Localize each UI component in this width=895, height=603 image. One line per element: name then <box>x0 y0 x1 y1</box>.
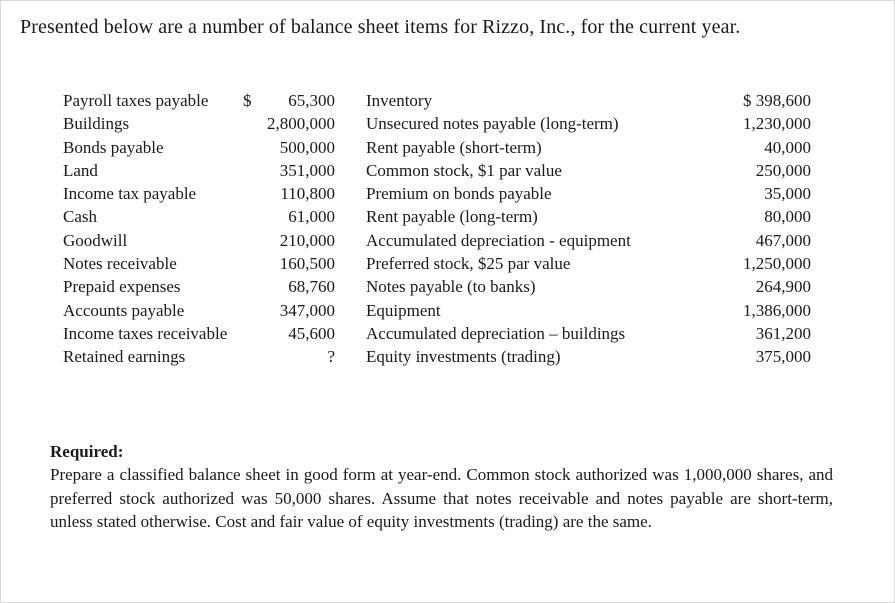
right-item-label: Notes payable (to banks) <box>366 277 536 297</box>
right-item-label: Unsecured notes payable (long-term) <box>366 114 619 134</box>
left-item-label: Accounts payable <box>63 300 185 320</box>
right-item-label: Premium on bonds payable <box>366 184 552 204</box>
right-item-label: Equity investments (trading) <box>366 347 561 367</box>
right-amounts-column <box>705 89 811 369</box>
right-item-amount-row <box>705 89 811 112</box>
left-item-label: Prepaid expenses <box>63 277 181 297</box>
left-labels-column <box>63 89 263 369</box>
right-item-amount: 40,000 <box>764 137 811 157</box>
left-item-amount: 110,800 <box>280 184 335 204</box>
left-item-label: Bonds payable <box>63 137 164 157</box>
right-item-amount: 35,000 <box>764 184 811 204</box>
left-item-label: Cash <box>63 207 97 227</box>
right-item-amount: 264,900 <box>755 277 811 297</box>
left-item-amount: 160,500 <box>279 254 335 274</box>
left-item-label: Buildings <box>63 114 130 134</box>
right-item-amount: 1,250,000 <box>743 254 811 274</box>
left-item-amount: 347,000 <box>279 300 335 320</box>
right-item-label: Inventory <box>366 91 433 110</box>
left-item-label: Retained earnings <box>63 347 186 367</box>
right-item-amount: 375,000 <box>755 347 811 367</box>
left-item-amount: ? <box>327 347 335 367</box>
left-item-amount: 65,300 <box>288 91 335 110</box>
right-item-amount: 80,000 <box>764 207 811 227</box>
intro-text: Presented below are a number of balance sheet items for Rizzo, Inc., for the current year. <box>20 16 741 38</box>
required-instructions: Prepare a classified balance sheet in good form at year-end. Common stock authorized was 1,000,000 shares, and preferred stock authorized was 50,000 shares. Assume that notes receivable and notes payable are short-term, unless stated otherwise. Cost and fair value of equity investments (trading) are the same. <box>50 465 833 531</box>
right-item-label: Rent payable (long-term) <box>366 207 538 227</box>
right-item-label: Preferred stock, $25 par value <box>366 254 571 274</box>
right-item-label: Accumulated depreciation - equipment <box>366 230 631 250</box>
right-item-amount: 467,000 <box>755 230 811 250</box>
left-item-amount: 68,760 <box>288 277 335 297</box>
currency-symbol: $ <box>743 91 752 110</box>
left-item-amount: 351,000 <box>279 160 335 180</box>
left-item-label: Income taxes receivable <box>63 323 228 343</box>
left-amounts-column <box>243 89 335 369</box>
required-heading: Required: <box>50 442 124 461</box>
right-item-label: Common stock, $1 par value <box>366 160 562 180</box>
right-item-amount: 1,230,000 <box>743 114 811 134</box>
right-item-amount: 398,600 <box>755 91 811 110</box>
left-item-label: Payroll taxes payable <box>63 91 209 110</box>
left-item-amount: 210,000 <box>279 230 335 250</box>
right-item-amount: 1,386,000 <box>743 300 811 320</box>
left-item-label: Land <box>63 160 98 180</box>
left-item-amount: 500,000 <box>279 137 335 157</box>
right-item-amount: 361,200 <box>755 323 811 343</box>
currency-symbol: $ <box>243 91 252 110</box>
left-item-label: Income tax payable <box>63 184 197 204</box>
required-section <box>50 440 833 533</box>
left-item-amount-row <box>243 89 335 112</box>
right-item-label: Rent payable (short-term) <box>366 137 542 157</box>
left-item-label: Goodwill <box>63 230 128 250</box>
left-item-label: Notes receivable <box>63 254 177 274</box>
right-item-label: Accumulated depreciation – buildings <box>366 323 626 343</box>
right-item-amount: 250,000 <box>755 160 811 180</box>
right-labels-column <box>366 89 706 369</box>
left-item-amount: 61,000 <box>288 207 335 227</box>
right-item-label: Equipment <box>366 300 441 320</box>
left-item-amount: 2,800,000 <box>267 114 335 134</box>
left-item-amount: 45,600 <box>288 323 335 343</box>
